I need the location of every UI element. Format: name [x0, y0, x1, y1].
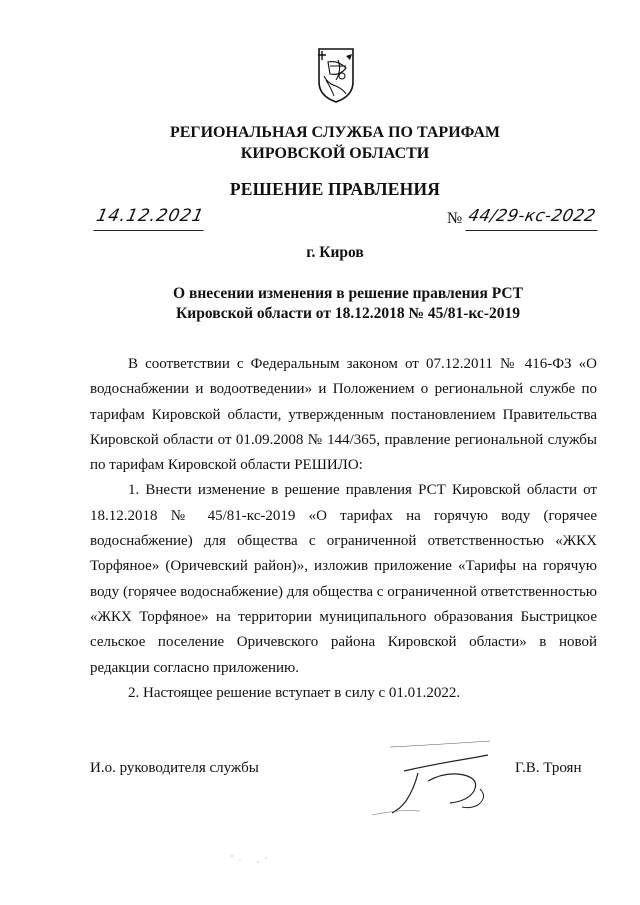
body-paragraph-preamble: В соответствии с Федеральным законом от 07.12.2011 № 416-ФЗ «О водоснабжении и водоотведении» и Положением о региональной службе по тарифам Кировской области, утвержденным постановлением Правительства Кировской области от 01.09.2008 № 144/365, правление региональной службы по тарифам Кировской области РЕШИЛО:	[90, 356, 597, 474]
organization-name-line1: РЕГИОНАЛЬНАЯ СЛУЖБА ПО ТАРИФАМ	[169, 124, 501, 141]
signatory-name: Г.В. Троян	[515, 760, 582, 776]
body-paragraph-item-2: 2. Настоящее решение вступает в силу с 01.01.2022.	[128, 684, 461, 701]
decision-number-handwritten: 44/29-кс-2022	[465, 206, 602, 231]
city-name: г. Киров	[306, 244, 364, 261]
scan-speck-icon	[228, 850, 278, 870]
coat-of-arms-icon	[316, 46, 356, 104]
document-type-title: РЕШЕНИЕ ПРАВЛЕНИЯ	[229, 179, 441, 199]
decision-subject: О внесении изменения в решение правления РСТ Кировской области от 18.12.2018 № 45/81-кс-2019	[173, 285, 523, 322]
body-paragraph-item-1: 1. Внести изменение в решение правления РСТ Кировской области от 18.12.2018 № 45/81-кс-2019 «О тарифах на горячую воду (горячее водоснабжение) для общества с ограниченной ответственностью «ЖКХ Торфяное» (Оричевский район)», изложив приложение «Тарифы на горячую воду (горячее водоснабжение) для общества с ограниченной ответственностью «ЖКХ Торфяное» на территории муниципального образования Быстрицкое сельское поселение Оричевского района Кировской области» в новой редакции согласно приложению.	[90, 482, 597, 676]
decision-date-handwritten: 14.12.2021	[93, 206, 208, 231]
decision-body	[90, 352, 597, 706]
organization-name-line2: КИРОВСКОЙ ОБЛАСТИ	[240, 145, 430, 162]
number-label: №	[447, 210, 463, 227]
handwritten-signature-icon	[370, 735, 510, 825]
signatory-position: И.о. руководителя службы	[90, 760, 259, 776]
